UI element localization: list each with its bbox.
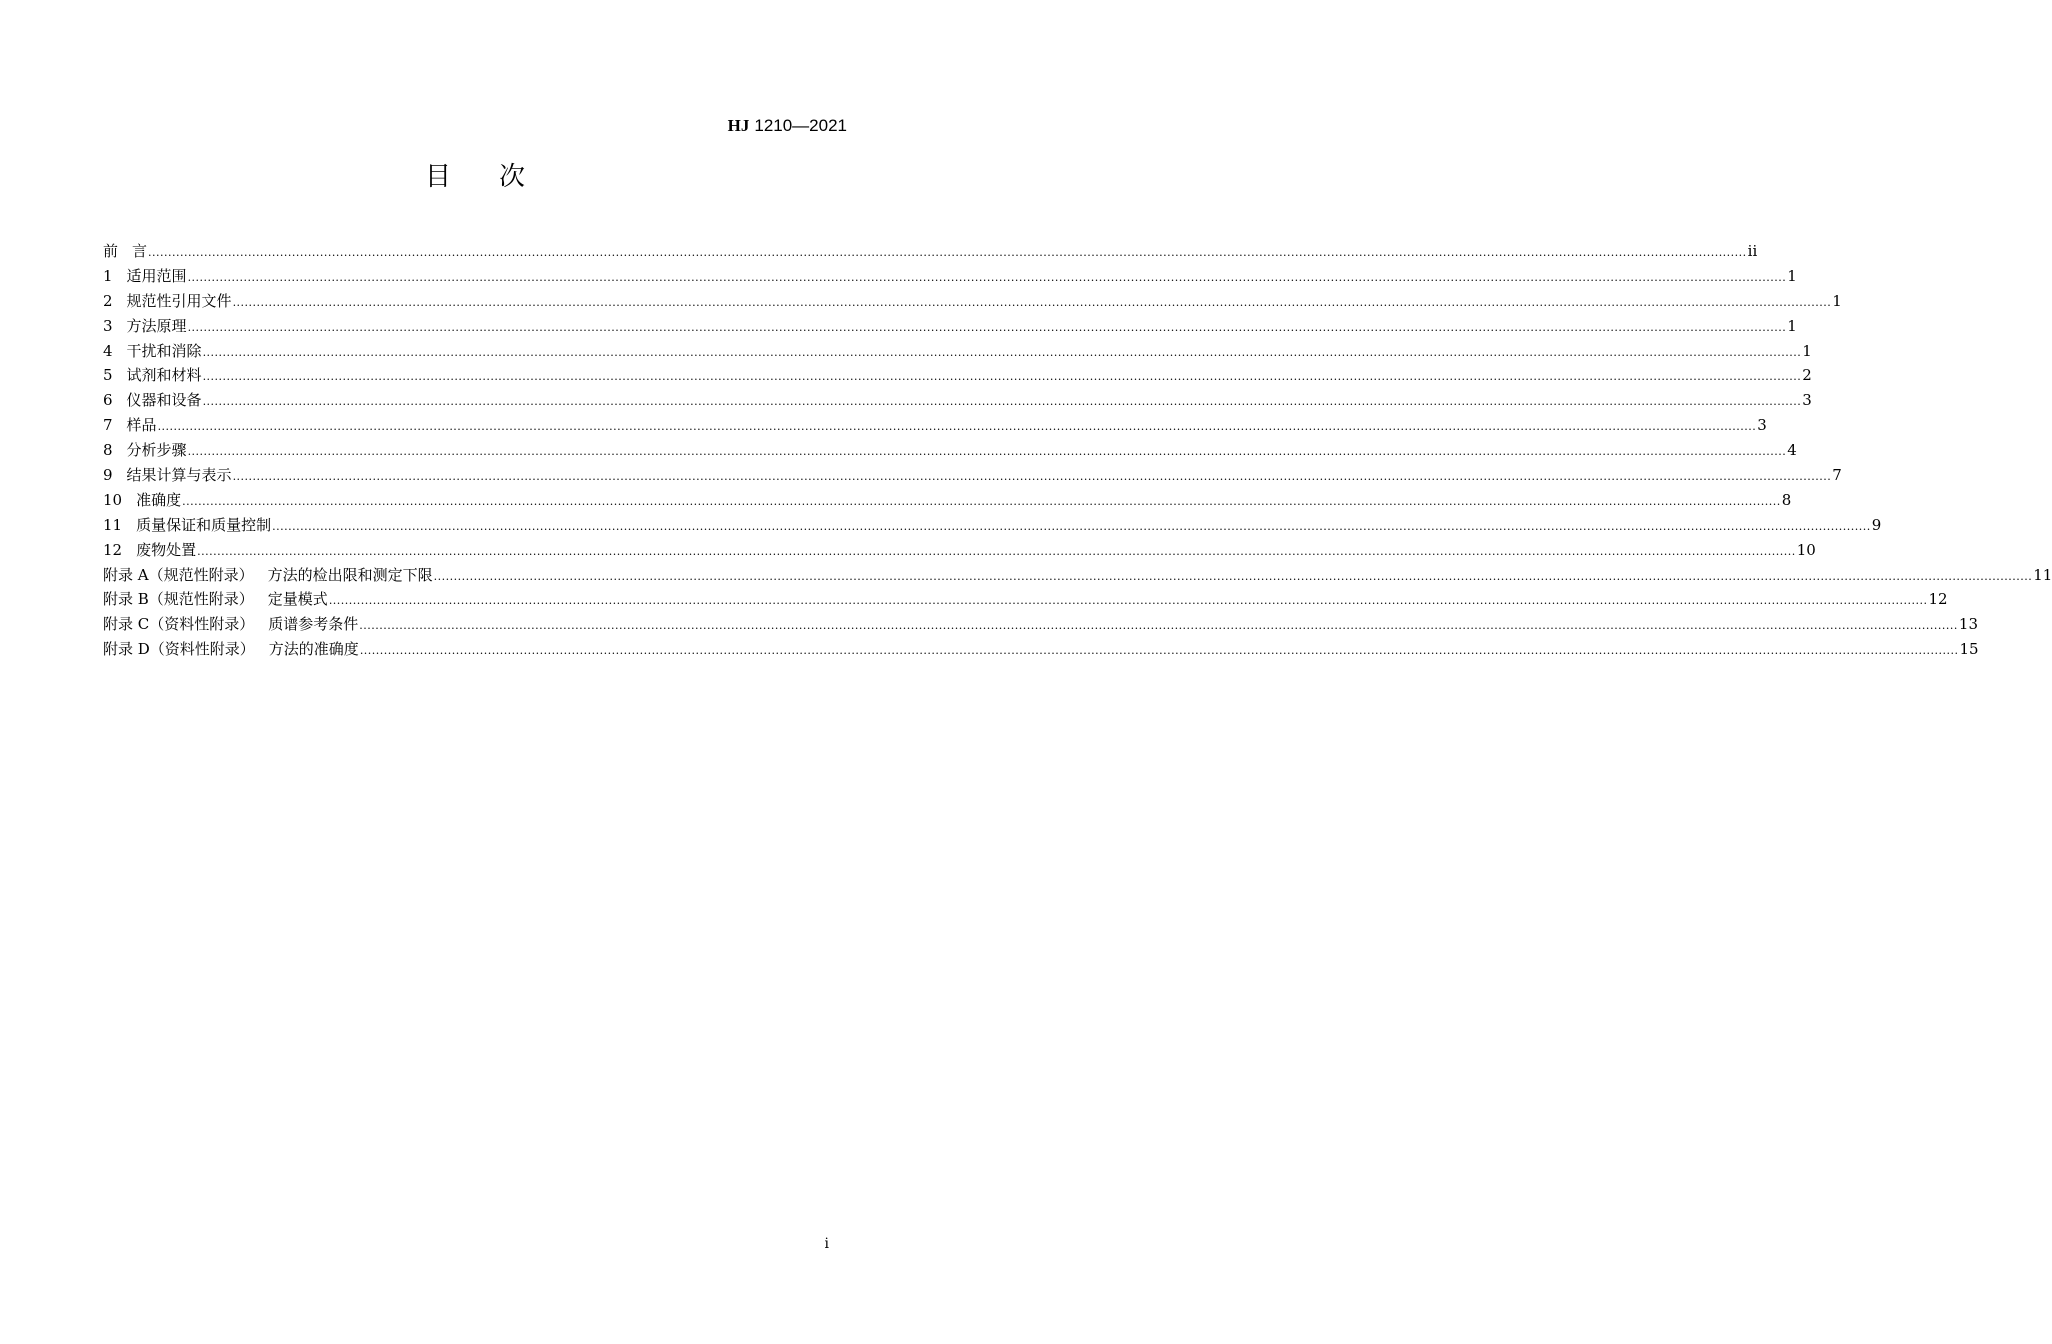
footer-page-number: i — [824, 1236, 829, 1252]
toc-entry-page: 8 — [1781, 490, 1792, 509]
toc-entry[interactable] — [103, 538, 1816, 563]
toc-entry-leader: ................................................................................................................................................................................................................................................................................................................................................................................................................ — [202, 370, 1802, 384]
toc-entry-label: 结果计算与表示 — [126, 466, 232, 485]
toc-entry-page: 3 — [1802, 391, 1812, 410]
toc-entry-page: ii — [1747, 242, 1758, 260]
toc-entry-label: 定量模式 — [267, 590, 328, 609]
toc-entry-number: 附录 C（资料性附录） — [103, 615, 255, 634]
toc-entry-leader: ................................................................................................................................................................................................................................................................................................................................................................................................................ — [182, 494, 1781, 508]
toc-entry[interactable] — [103, 563, 2052, 588]
toc-entry-leader: ................................................................................................................................................................................................................................................................................................................................................................................................................ — [433, 569, 2033, 583]
toc-entry-label: 质量保证和质量控制 — [136, 515, 272, 534]
toc-entry-label: 规范性引用文件 — [126, 291, 232, 310]
toc-entry-label: 方法的准确度 — [268, 640, 359, 659]
toc-entry[interactable] — [103, 637, 1979, 662]
toc-entry-number: 1 — [103, 266, 113, 285]
toc-entry-label: 准确度 — [136, 490, 182, 509]
toc-entry-label: 方法的检出限和测定下限 — [267, 565, 433, 584]
toc-entry-leader: ................................................................................................................................................................................................................................................................................................................................................................................................................ — [202, 395, 1802, 409]
toc-entry-number: 8 — [103, 441, 113, 460]
toc-entry-number: 2 — [103, 291, 113, 310]
toc-entry-page: 2 — [1802, 366, 1812, 385]
toc-entry-number: 4 — [103, 341, 113, 360]
toc-entry-label: 干扰和消除 — [126, 341, 202, 360]
toc-entry-leader: ................................................................................................................................................................................................................................................................................................................................................................................................................ — [187, 320, 1787, 334]
page-title: 目次 — [424, 162, 573, 192]
toc-entry-number: 7 — [103, 416, 113, 435]
toc-entry-page: 1 — [1832, 291, 1842, 310]
toc-entry[interactable] — [103, 339, 1812, 364]
toc-entry-page: 7 — [1832, 466, 1842, 485]
toc-entry-page: 15 — [1959, 640, 1979, 659]
toc-entry-number: 9 — [103, 466, 113, 485]
toc-entry-label: 方法原理 — [126, 316, 187, 335]
toc-entry-number: 6 — [103, 391, 113, 410]
toc-entry-page: 10 — [1796, 540, 1816, 559]
toc-entry[interactable] — [103, 363, 1812, 388]
toc-entry[interactable] — [103, 612, 1978, 637]
toc-entry[interactable] — [103, 239, 1758, 264]
toc-entry[interactable] — [103, 264, 1797, 289]
toc-entry-leader: ................................................................................................................................................................................................................................................................................................................................................................................................................ — [197, 544, 1796, 558]
toc-entry-label: 质谱参考条件 — [268, 615, 359, 634]
toc-entry[interactable] — [103, 438, 1797, 463]
toc-entry-label: 言 — [132, 242, 148, 260]
toc-entry-page: 1 — [1802, 341, 1812, 360]
toc-entry-label: 废物处置 — [136, 540, 197, 559]
toc-entry-leader: ................................................................................................................................................................................................................................................................................................................................................................................................................ — [202, 345, 1802, 359]
toc-entry-label: 适用范围 — [126, 266, 187, 285]
toc-entry-label: 仪器和设备 — [126, 391, 202, 410]
toc-entry-page: 9 — [1871, 515, 1882, 534]
toc-entry[interactable] — [103, 463, 1842, 488]
toc-entry-leader: ................................................................................................................................................................................................................................................................................................................................................................................................................ — [232, 470, 1832, 484]
toc-entry[interactable] — [103, 587, 1948, 612]
toc-entry-page: 4 — [1787, 441, 1797, 460]
toc-entry-number: 附录 D（资料性附录） — [103, 640, 255, 659]
toc-entry-number: 10 — [103, 490, 123, 509]
toc-entry-leader: ................................................................................................................................................................................................................................................................................................................................................................................................................ — [187, 270, 1787, 284]
toc-entry-number: 3 — [103, 316, 113, 335]
toc-entry-number: 12 — [103, 540, 123, 559]
toc-entry-page: 13 — [1958, 615, 1978, 634]
toc-entry-leader: ................................................................................................................................................................................................................................................................................................................................................................................................................ — [359, 644, 1959, 658]
toc-entry-number: 附录 B（规范性附录） — [103, 590, 254, 609]
toc-entry-number: 11 — [103, 515, 123, 534]
toc-entry-leader: ................................................................................................................................................................................................................................................................................................................................................................................................................ — [148, 246, 1747, 259]
toc-entry-number: 附录 A（规范性附录） — [103, 565, 254, 584]
toc-entry-label: 样品 — [126, 416, 157, 435]
toc-entry-page: 3 — [1757, 416, 1767, 435]
toc-entry-label: 试剂和材料 — [126, 366, 202, 385]
toc-entry[interactable] — [103, 488, 1792, 513]
toc-entry[interactable] — [103, 413, 1767, 438]
toc-entry-page: 12 — [1928, 590, 1948, 609]
toc-entry-number: 前 — [103, 242, 119, 260]
toc-entry-leader: ................................................................................................................................................................................................................................................................................................................................................................................................................ — [359, 619, 1958, 633]
toc-entry-label: 分析步骤 — [126, 441, 187, 460]
toc-entry-leader: ................................................................................................................................................................................................................................................................................................................................................................................................................ — [187, 445, 1787, 459]
standard-code — [728, 116, 847, 136]
table-of-contents — [103, 239, 2052, 662]
toc-entry-leader: ................................................................................................................................................................................................................................................................................................................................................................................................................ — [328, 594, 1928, 608]
toc-entry[interactable] — [103, 314, 1797, 339]
toc-entry[interactable] — [103, 513, 1882, 538]
standard-code-prefix: HJ — [727, 116, 750, 135]
toc-entry-page: 1 — [1787, 266, 1797, 285]
toc-entry[interactable] — [103, 289, 1842, 314]
toc-entry[interactable] — [103, 388, 1812, 413]
toc-entry-page: 11 — [2033, 565, 2052, 584]
standard-code-number: 1210—2021 — [754, 116, 847, 135]
toc-entry-leader: ................................................................................................................................................................................................................................................................................................................................................................................................................ — [157, 420, 1757, 434]
toc-entry-leader: ................................................................................................................................................................................................................................................................................................................................................................................................................ — [232, 295, 1832, 309]
toc-entry-leader: ................................................................................................................................................................................................................................................................................................................................................................................................................ — [272, 519, 1871, 533]
toc-entry-page: 1 — [1787, 316, 1797, 335]
toc-entry-number: 5 — [103, 366, 113, 385]
